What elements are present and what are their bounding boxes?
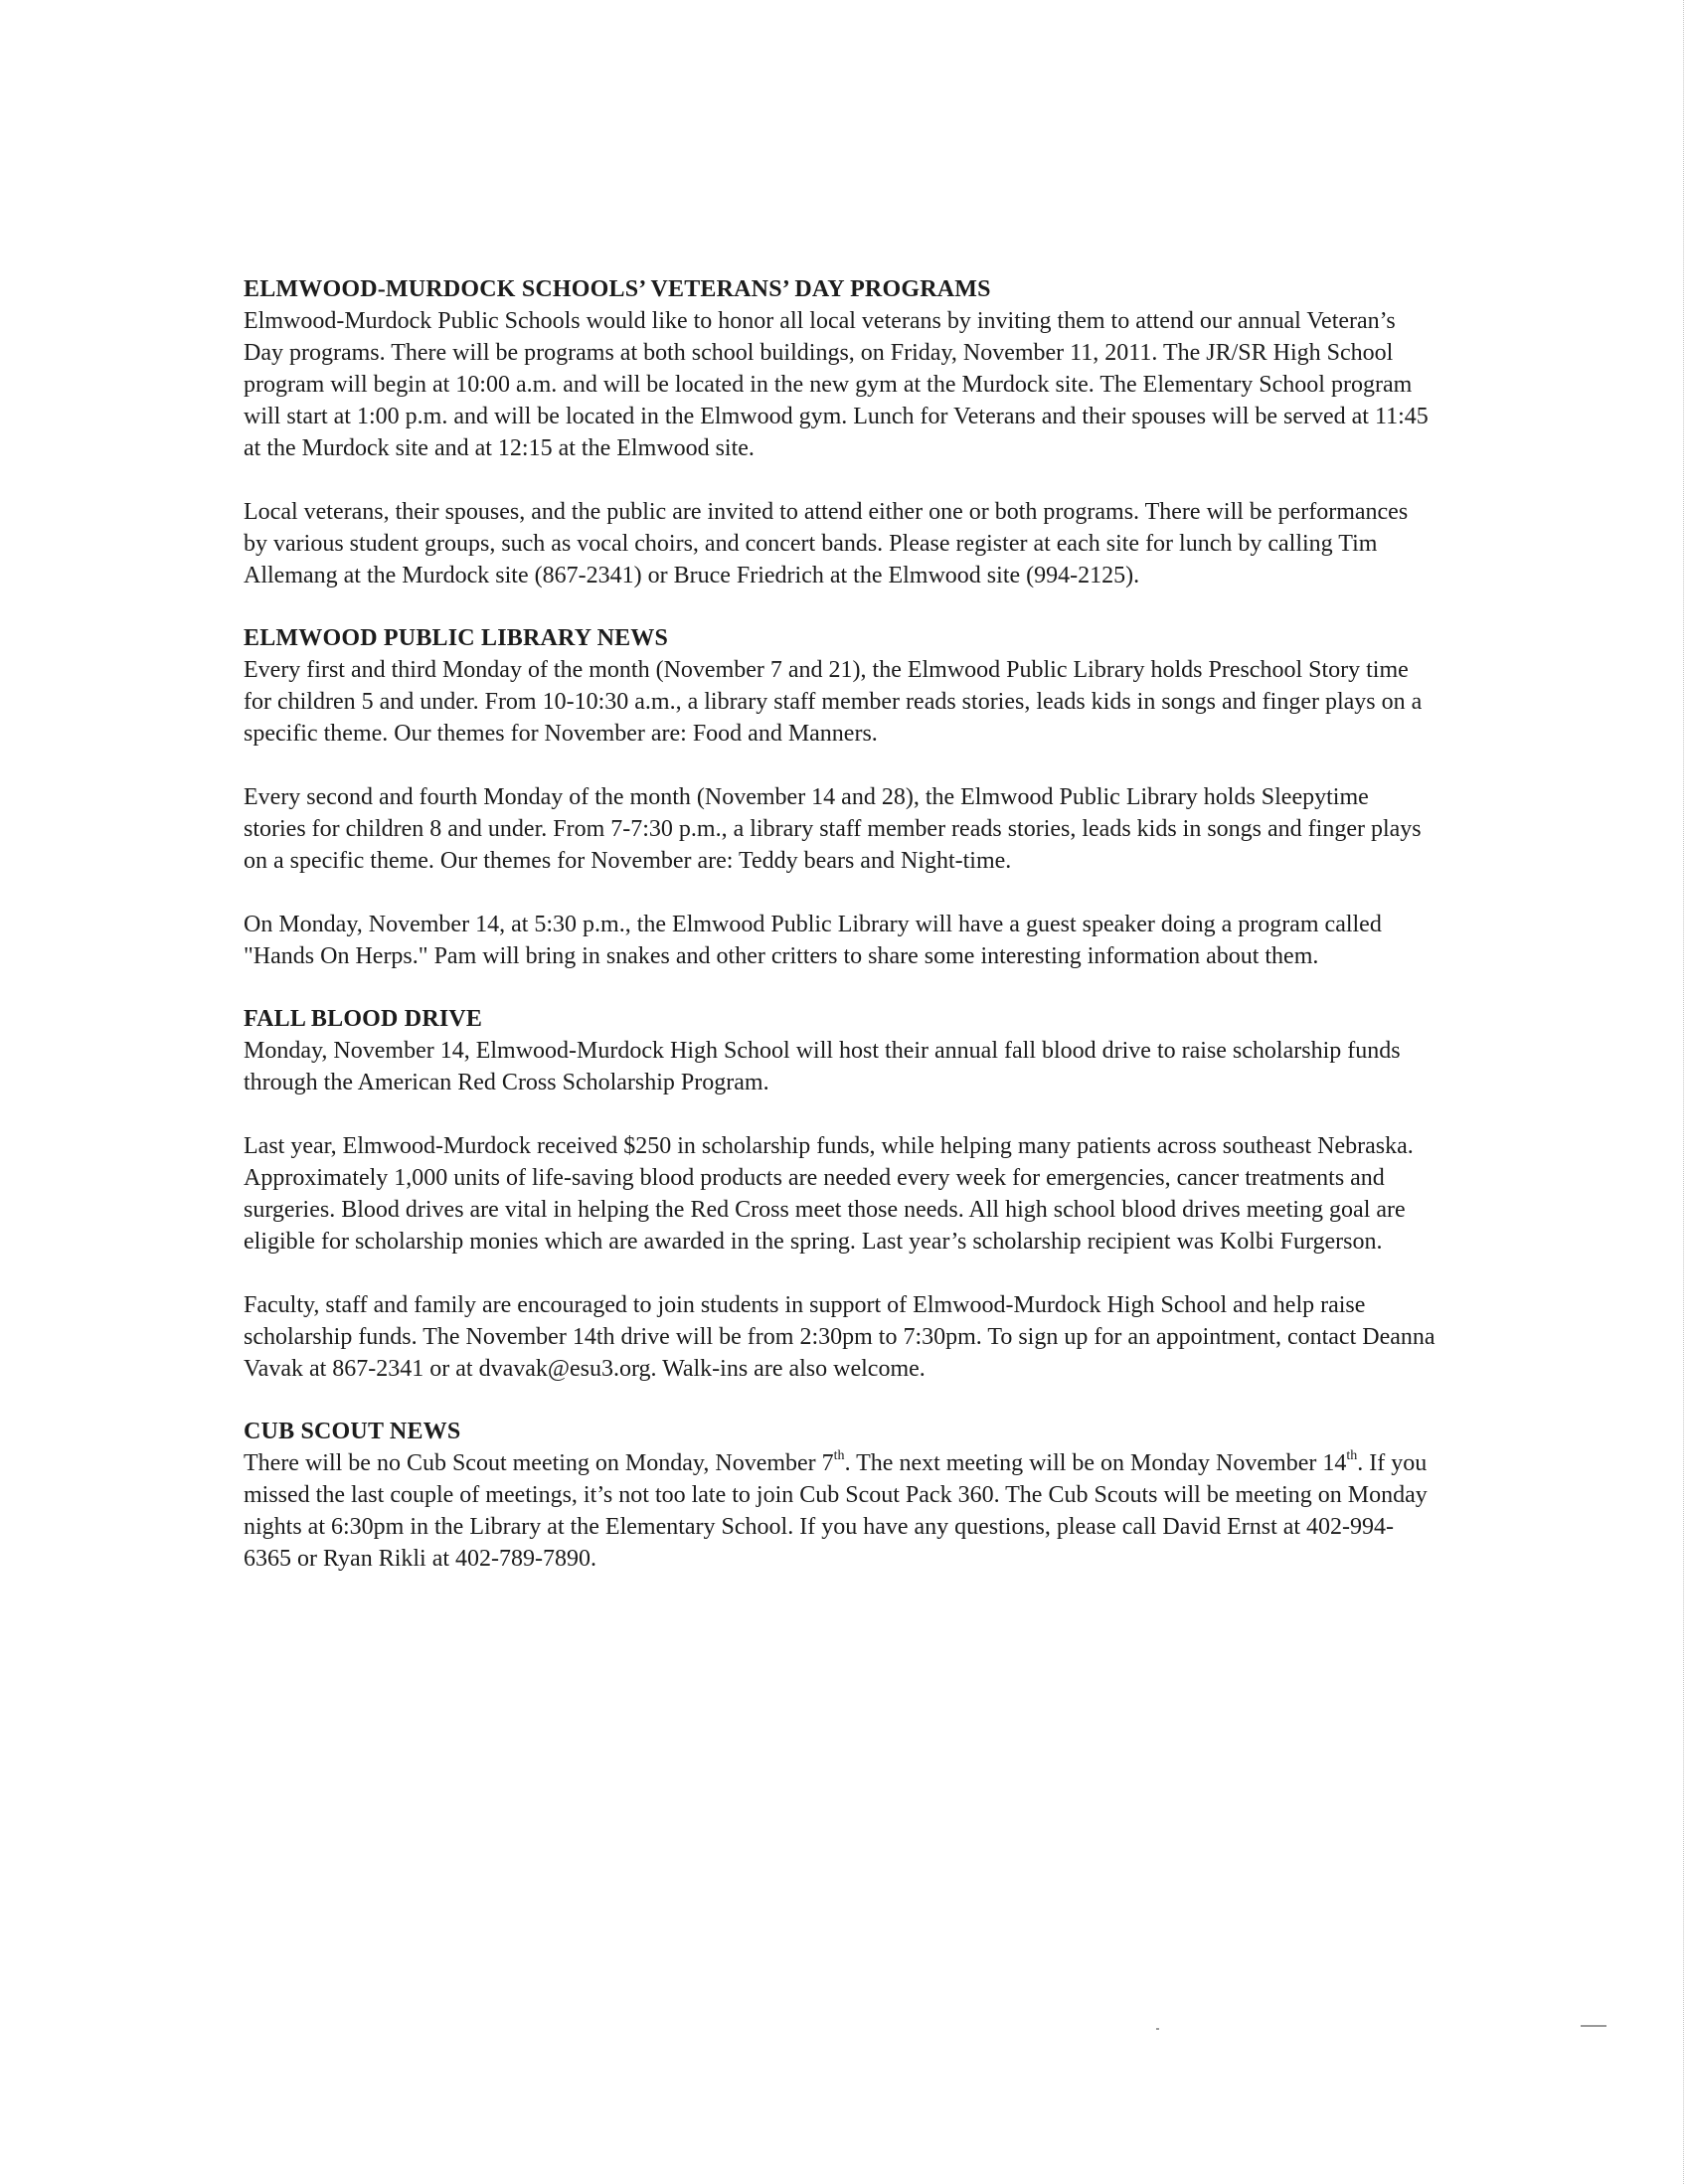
paragraph: Faculty, staff and family are encouraged to join students in support of Elmwood-Murdock High School and help raise scholarship funds. The November 14th drive will be from 2:30pm to 7:30pm. To sign up for an appointment, contact Deanna Vavak at 867-2341 or at dvavak@esu3.org. Walk-ins are also welcome. (244, 1292, 1435, 1382)
ordinal-suffix: th (833, 1448, 845, 1463)
text-run: . If you missed the last couple of meetings, it’s not too late to join Cub Scout Pack 360. The Cub Scouts will be meeting on Monday nights at 6:30pm in the Library at the Elementary School. If you have any questions, please call David Ernst at 402-994-6365 or Ryan Rikli at 402-789-7890. (244, 1450, 1428, 1572)
paragraph: Elmwood-Murdock Public Schools would like to honor all local veterans by inviting them to attend our annual Veteran’s Day programs. There will be programs at both school buildings, on Friday, November 11, 2011. The JR/SR High School program will begin at 10:00 a.m. and will be located in the new gym at the Murdock site. The Elementary School program will start at 1:00 p.m. and will be located in the Elmwood gym. Lunch for Veterans and their spouses will be served at 11:45 at the Murdock site and at 12:15 at the Elmwood site. (244, 308, 1429, 461)
ordinal-suffix: th (1346, 1448, 1358, 1463)
section-blood-drive (244, 1004, 1436, 1385)
text-run: . The next meeting will be on Monday November 14 (844, 1450, 1347, 1476)
paragraph: Every first and third Monday of the month (November 7 and 21), the Elmwood Public Library holds Preschool Story time for children 5 and under. From 10-10:30 a.m., a library staff member reads stories, leads kids in songs and finger plays on a specific theme. Our themes for November are: Food and Manners. (244, 657, 1423, 747)
newsletter-content (244, 274, 1436, 1606)
scan-speck (1581, 2025, 1606, 2027)
paragraph: Every second and fourth Monday of the month (November 14 and 28), the Elmwood Public Library holds Sleepytime stories for children 8 and under. From 7-7:30 p.m., a library staff member reads stories, leads kids in songs and finger plays on a specific theme. Our themes for November are: Teddy bears and Night-time. (244, 784, 1422, 874)
section-heading: ELMWOOD PUBLIC LIBRARY NEWS (244, 625, 669, 651)
paragraph: On Monday, November 14, at 5:30 p.m., the Elmwood Public Library will have a guest speaker doing a program called "Hands On Herps." Pam will bring in snakes and other critters to share some interesting information about them. (244, 912, 1382, 969)
section-library-news (244, 623, 1436, 972)
paragraph: Local veterans, their spouses, and the public are invited to attend either one or both programs. There will be performances by various student groups, such as vocal choirs, and concert bands. Please register at each site for lunch by calling Tim Allemang at the Murdock site (867-2341) or Bruce Friedrich at the Elmwood site (994-2125). (244, 499, 1409, 588)
paragraph (244, 1447, 1436, 1575)
paragraph: Monday, November 14, Elmwood-Murdock High School will host their annual fall blood drive to raise scholarship funds through the American Red Cross Scholarship Program. (244, 1038, 1401, 1095)
paragraph: Last year, Elmwood-Murdock received $250 in scholarship funds, while helping many patients across southeast Nebraska. Approximately 1,000 units of life-saving blood products are needed every week for emergencies, cancer treatments and surgeries. Blood drives are vital in helping the Red Cross meet those needs. All high school blood drives meeting goal are eligible for scholarship monies which are awarded in the spring. Last year’s scholarship recipient was Kolbi Furgerson. (244, 1133, 1414, 1255)
section-heading: ELMWOOD-MURDOCK SCHOOLS’ VETERANS’ DAY PROGRAMS (244, 276, 991, 302)
section-veterans-day (244, 274, 1436, 591)
scan-edge (1683, 0, 1688, 2184)
section-heading: CUB SCOUT NEWS (244, 1419, 461, 1444)
text-run: There will be no Cub Scout meeting on Monday, November 7 (244, 1450, 834, 1476)
scan-speck (1156, 2028, 1159, 2030)
section-cub-scout-news (244, 1417, 1436, 1575)
section-heading: FALL BLOOD DRIVE (244, 1006, 483, 1032)
